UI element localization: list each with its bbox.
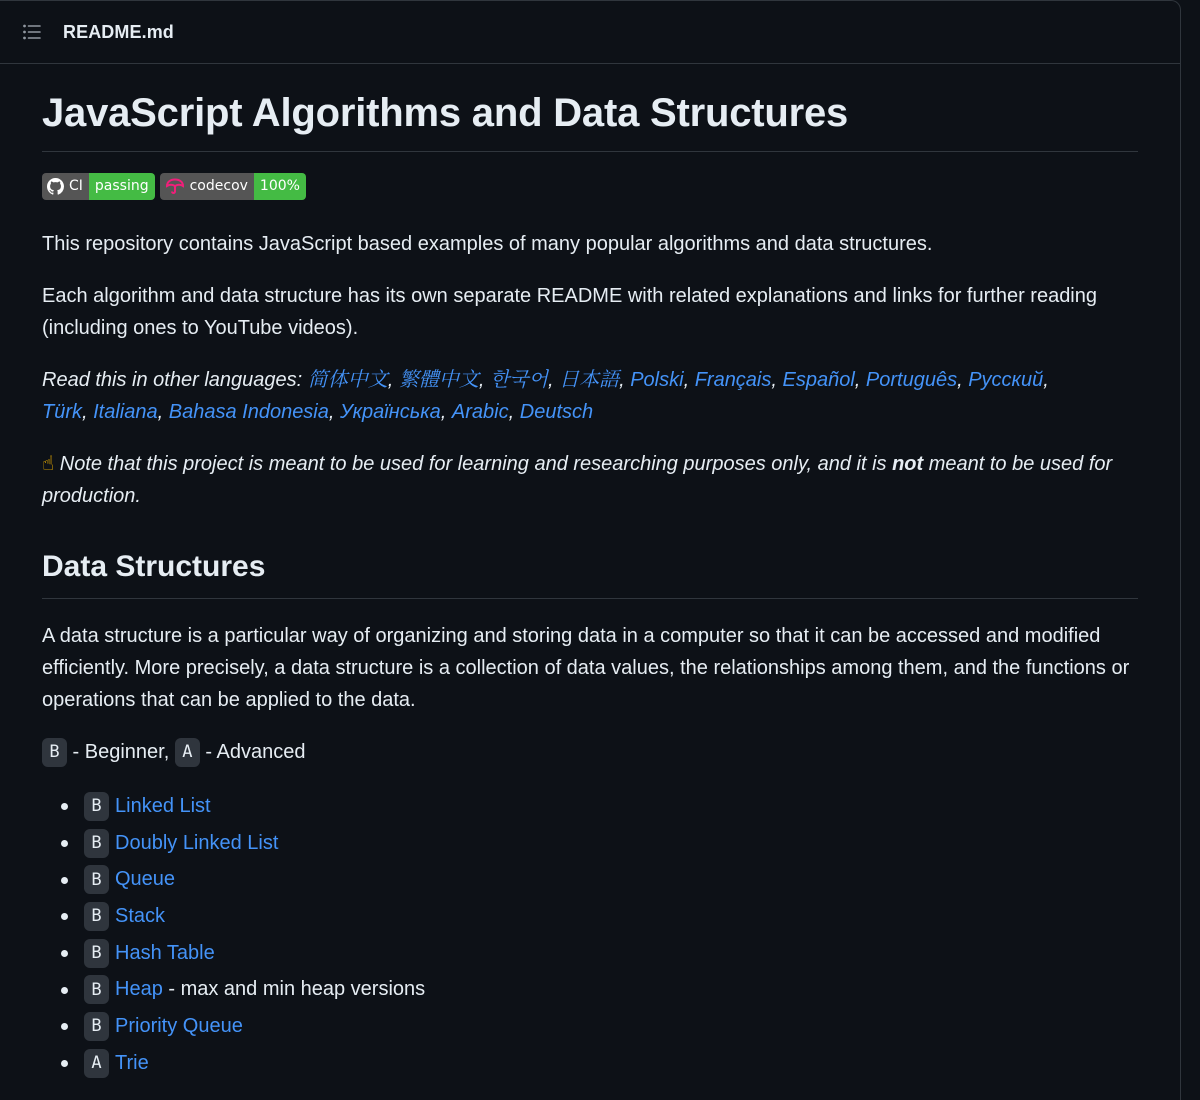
item-link[interactable]: Hash Table <box>115 941 215 964</box>
language-link[interactable]: Русский <box>968 369 1044 391</box>
language-link[interactable]: Bahasa Indonesia <box>168 401 329 423</box>
level-badge: B <box>84 902 109 931</box>
codecov-badge-label: codecov <box>160 173 254 200</box>
language-link[interactable]: Arabic <box>451 401 509 423</box>
language-link[interactable]: 简体中文 <box>307 369 388 391</box>
language-link[interactable]: 日本語 <box>559 369 620 391</box>
languages-paragraph: Read this in other languages: 简体中文, 繁體中文, 한국어, 日本語, Polski, Français, Español, Português, Русский, Türk, Italiana, Bahasa Indonesia, Українська, Arabic, Deutsch <box>42 369 1049 423</box>
list-item <box>42 788 1138 825</box>
list-item <box>42 1008 1138 1045</box>
item-link[interactable]: Priority Queue <box>115 1014 243 1037</box>
level-badge: B <box>84 792 109 821</box>
codecov-umbrella-icon <box>165 178 185 195</box>
level-badge: A <box>84 1049 109 1078</box>
item-link[interactable]: Doubly Linked List <box>115 831 279 854</box>
intro-paragraph: This repository contains JavaScript based examples of many popular algorithms and data structures. <box>42 233 933 255</box>
github-icon <box>47 178 64 195</box>
language-link[interactable]: Українська <box>340 401 441 423</box>
list-item <box>42 935 1138 972</box>
section-description: A data structure is a particular way of organizing and storing data in a computer so that it can be accessed and modified efficiently. More precisely, a data structure is a collection of data values, the relationships among them, and the functions or operations that can be applied to the data. <box>42 625 1130 711</box>
ci-badge[interactable] <box>42 173 155 200</box>
data-structures-list <box>42 788 1138 1082</box>
list-item <box>42 825 1138 862</box>
codecov-badge[interactable] <box>160 173 306 200</box>
level-badge: B <box>84 975 109 1004</box>
level-legend: B - Beginner, A - Advanced <box>42 736 1138 768</box>
readme-filename[interactable]: README.md <box>63 21 174 42</box>
item-link[interactable]: Queue <box>115 868 176 891</box>
list-item <box>42 1045 1138 1082</box>
level-badge: B <box>84 865 109 894</box>
codecov-badge-value: 100% <box>254 173 306 200</box>
readme-note-paragraph: Each algorithm and data structure has its own separate README with related explanations and links for further reading (including ones to YouTube videos). <box>42 285 1097 339</box>
item-link[interactable]: Stack <box>115 904 166 927</box>
readme-content <box>42 64 1138 1082</box>
list-item: B Heap - max and min heap versions <box>42 971 1138 1008</box>
section-title: Data Structures <box>42 546 1138 599</box>
list-item <box>42 898 1138 935</box>
ci-badge-label: CI <box>42 173 89 200</box>
language-link[interactable]: Türk <box>42 401 82 423</box>
language-link[interactable]: Português <box>865 369 958 391</box>
language-link[interactable]: 繁體中文 <box>398 369 479 391</box>
language-link[interactable]: Deutsch <box>519 401 594 423</box>
page-title: JavaScript Algorithms and Data Structures <box>42 64 1138 152</box>
item-link[interactable]: Trie <box>115 1051 149 1074</box>
pointing-up-icon: ☝ <box>42 453 55 475</box>
language-link[interactable]: 한국어 <box>489 369 548 391</box>
production-note: ☝ Note that this project is meant to be used for learning and researching purposes only, and it is not meant to be used for production. <box>42 453 1113 507</box>
language-link[interactable]: Español <box>782 369 855 391</box>
list-unordered-icon[interactable] <box>22 22 42 42</box>
readme-header <box>0 1 1180 64</box>
ci-badge-status: passing <box>89 173 155 200</box>
list-item <box>42 861 1138 898</box>
beginner-key: B <box>42 738 67 767</box>
item-link[interactable]: Heap <box>115 978 163 1001</box>
item-link[interactable]: Linked List <box>115 794 211 817</box>
language-link[interactable]: Polski <box>630 369 684 391</box>
level-badge: B <box>84 1012 109 1041</box>
language-link[interactable]: Italiana <box>93 401 158 423</box>
language-link[interactable]: Français <box>694 369 772 391</box>
advanced-key: A <box>175 738 200 767</box>
level-badge: B <box>84 829 109 858</box>
languages-label: Read this in other languages: <box>42 369 308 391</box>
level-badge: B <box>84 939 109 968</box>
badges <box>42 173 1138 200</box>
